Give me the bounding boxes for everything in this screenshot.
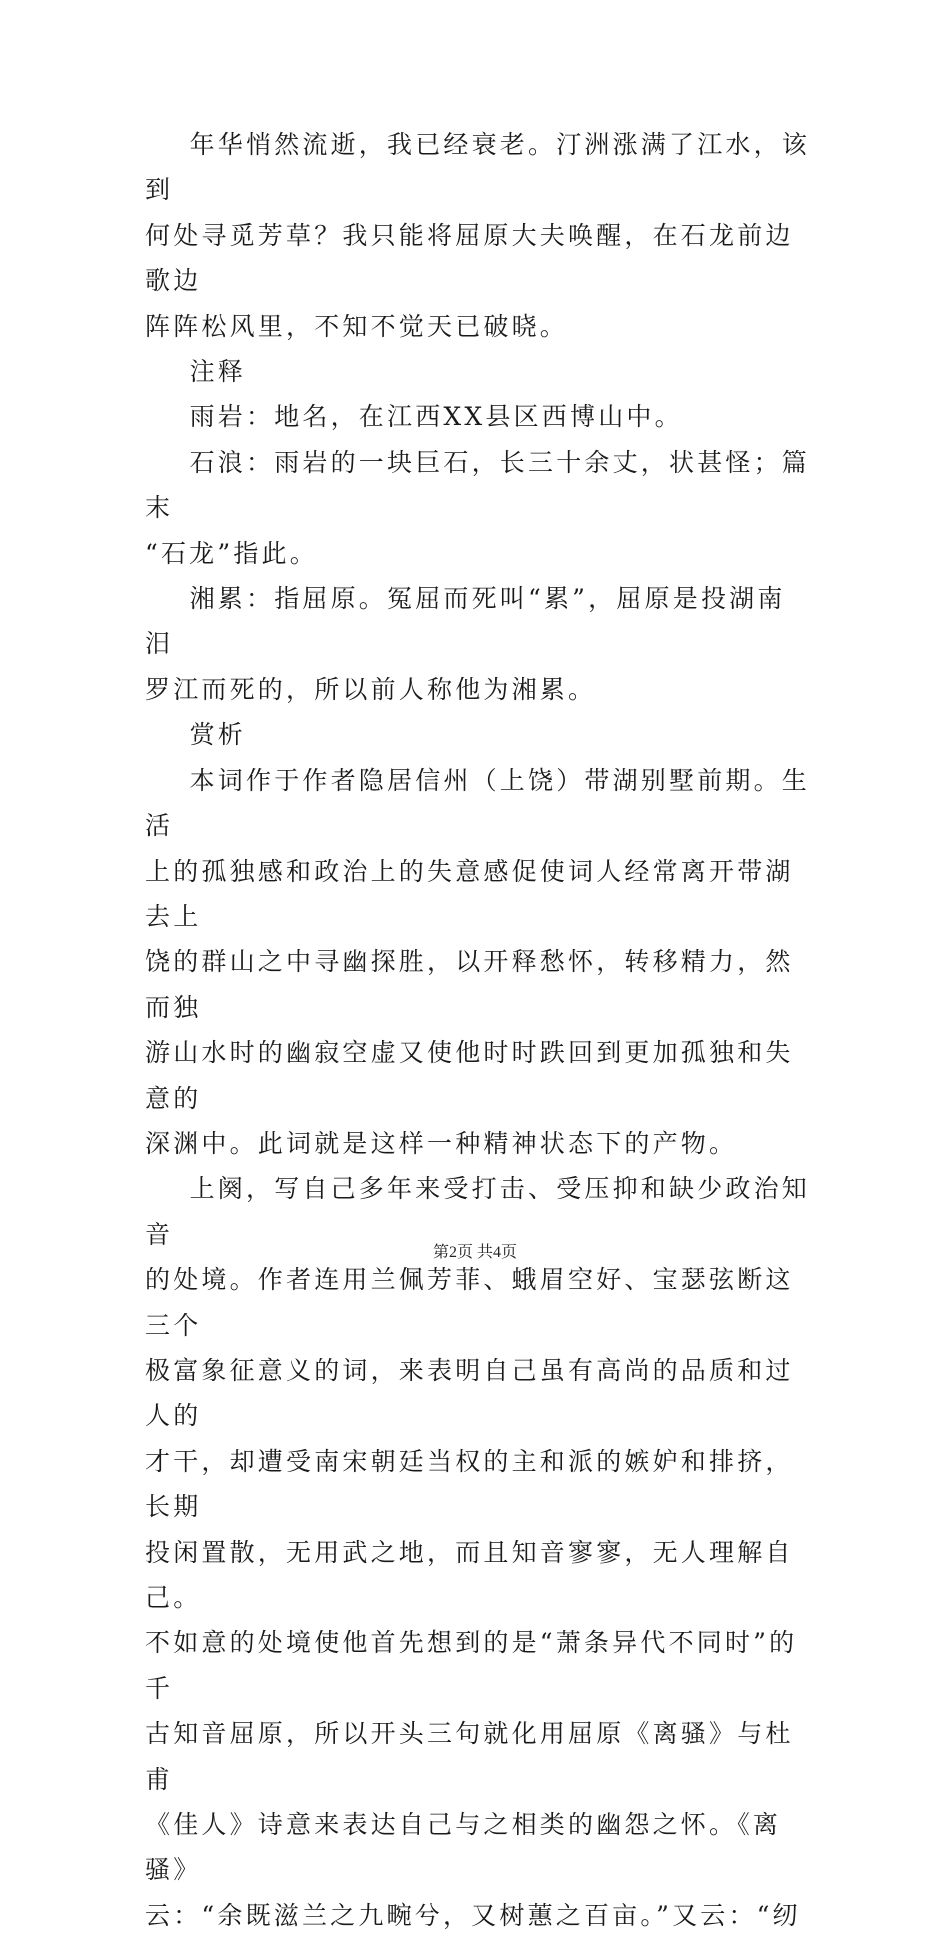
section-heading-notes: 注释 bbox=[145, 357, 246, 387]
text-line: 上的孤独感和政治上的失意感促使词人经常离开带湖去上 bbox=[145, 856, 794, 931]
text-line: 石浪：雨岩的一块巨石，长三十余丈，状甚怪；篇末 bbox=[145, 447, 810, 523]
text-line: 古知音屈原，所以开头三句就化用屈原《离骚》与杜甫 bbox=[145, 1719, 794, 1794]
text-line: 何处寻觅芳草？我只能将屈原大夫唤醒，在石龙前边歌边 bbox=[145, 220, 794, 296]
text-line: 投闲置散，无用武之地，而且知音寥寥，无人理解自己。 bbox=[145, 1537, 794, 1612]
document-body bbox=[145, 122, 810, 1938]
text-line: “石龙”指此。 bbox=[145, 538, 318, 568]
text-line: 雨岩：地名，在江西XX县区西博山中。 bbox=[145, 402, 683, 432]
text-line: 《佳人》诗意来表达自己与之相类的幽怨之怀。《离骚》 bbox=[145, 1810, 782, 1885]
text-line: 游山水时的幽寂空虚又使他时时跌回到更加孤独和失意的 bbox=[145, 1038, 794, 1113]
text-line: 阵阵松风里，不知不觉天已破晓。 bbox=[145, 311, 569, 341]
text-line: 的处境。作者连用兰佩芳菲、蛾眉空好、宝瑟弦断这三个 bbox=[145, 1265, 794, 1340]
text-line: 上阕，写自己多年来受打击、受压抑和缺少政治知音 bbox=[145, 1174, 810, 1249]
text-line: 年华悄然流逝，我已经衰老。汀洲涨满了江水，该到 bbox=[145, 130, 810, 205]
text-line: 罗江而死的，所以前人称他为湘累。 bbox=[145, 674, 597, 704]
text-line: 极富象征意义的词，来表明自己虽有高尚的品质和过人的 bbox=[145, 1355, 794, 1431]
text-line: 本词作于作者隐居信州（上饶）带湖别墅前期。生活 bbox=[145, 765, 810, 841]
text-line: 不如意的处境使他首先想到的是“萧条异代不同时”的千 bbox=[145, 1628, 798, 1703]
section-heading-analysis: 赏析 bbox=[145, 720, 246, 750]
text-line: 饶的群山之中寻幽探胜，以开释愁怀，转移精力，然而独 bbox=[145, 947, 794, 1022]
text-line: 云：“余既滋兰之九畹兮，又树蕙之百亩。”又云：“纫 bbox=[145, 1900, 801, 1930]
page-footer: 第2页 共4页 bbox=[432, 1244, 517, 1261]
text-line: 湘累：指屈原。冤屈而死叫“累”，屈原是投湖南汨 bbox=[145, 584, 786, 659]
text-line: 才干，却遭受南宋朝廷当权的主和派的嫉妒和排挤，长期 bbox=[145, 1446, 794, 1522]
text-line: 深渊中。此词就是这样一种精神状态下的产物。 bbox=[145, 1128, 738, 1158]
